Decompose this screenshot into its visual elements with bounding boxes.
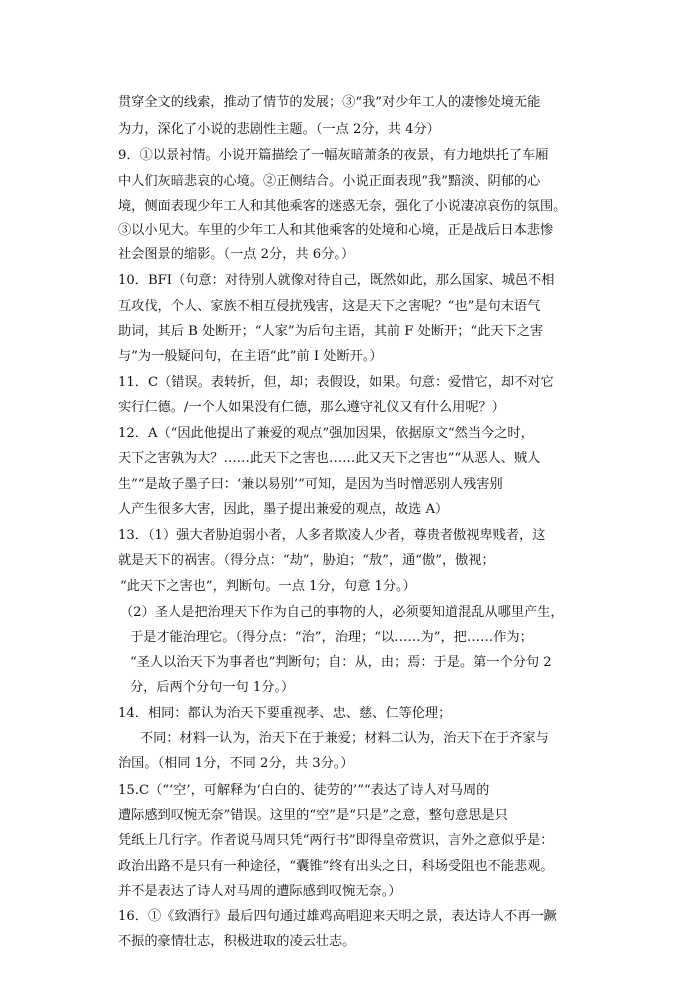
text-line: 互攻伐，个人、家族不相互侵扰残害，这是天下之害呢？“也”是句末语气 [118,299,541,314]
text-line: 13．（1）强大者胁迫弱小者，人多者欺凌人少者，尊贵者傲视卑贱者，这 [118,528,546,543]
text-line: 不振的豪情壮志，积极进取的凌云壮志。 [118,934,356,949]
text-line: 助词，其后 B 处断开；“人家”为后句主语，其前 F 处断开；“此天下之害 [118,324,544,339]
text-line: 凭纸上几行字。作者说马周只凭“两行书”即得皇帝赏识，言外之意似乎是： [118,833,554,848]
text-line: 分，后两个分句一句 1分。） [130,680,295,695]
text-line: “此天下之害也”，判断句。一点 1分，句意 1分。） [120,579,416,594]
text-line: 就是天下的祸害。（得分点：“劫”，胁迫；“敖”，通“傲”，傲视； [118,553,495,568]
text-line: ③以小见大。车里的少年工人和其他乘客的处境和心境，正是战后日本悲惨 [118,223,554,238]
text-line: 11．C（错误。表转折，但，却；表假设，如果。句意：爱惜它，却不对它 [118,375,554,390]
text-line: 与”为一般疑问句，在主语“此”前 I 处断开。） [118,349,383,364]
text-line: 境，侧面表现少年工人和其他乘客的迷惑无奈，强化了小说凄凉哀伤的氛围。 [118,199,567,214]
text-line: 12．A（“因此他提出了兼爱的观点”强加因果，依据原文“然当今之时， [118,426,534,441]
text-line: 社会图景的缩影。（一点 2分，共 6分。） [118,247,355,262]
text-line: 贯穿全文的线索，推动了情节的发展；③“我”对少年工人的凄惨处境无能 [118,95,541,110]
text-line: 天下之害孰为大？……此天下之害也……此又天下之害也”“从恶人、贼人 [118,451,541,466]
text-line: 于是才能治理它。（得分点：“治”，治理；“以……为”，把……作为； [130,630,533,645]
text-line: 15.C（“‘空’，可解释为‘白白的、徒劳的’”“表达了诗人对马周的 [118,783,490,798]
text-line: 不同：材料一认为，治天下在于兼爱；材料二认为，治天下在于齐家与 [140,731,549,746]
text-line: 16．①《致酒行》最后四句通过雄鸡高唱迎来天明之景，表达诗人不再一蹶 [118,909,557,924]
text-line: 治国。（相同 1分，不同 2分，共 3分。） [118,756,354,771]
text-line: “圣人以治天下为事者也”判断句；自：从，由；焉：于是。第一个分句 2 [130,655,552,670]
text-line: 生”“是故子墨子曰：‘兼以易别’”可知，是因为当时憎恶别人残害别 [118,477,503,492]
text-line: 中人们灰暗悲哀的心境。②正侧结合。小说正面表现“我”黯淡、阴郁的心 [118,174,541,189]
text-line: 10．BFI（句意：对待别人就像对待自己，既然如此，那么国家、城邑不相 [118,273,555,288]
text-line: 人产生很多大害，因此，墨子提出兼爱的观点，故选 A） [118,502,449,517]
text-line: 实行仁德。/一个人如果没有仁德，那么遵守礼仪又有什么用呢？） [118,400,505,415]
text-line: （2）圣人是把治理天下作为自己的事物的人，必须要知道混乱从哪里产生， [120,605,564,620]
text-line: 为力，深化了小说的悲剧性主题。（一点 2分，共 4分） [118,122,440,137]
text-line: 政治出路不是只有一种途径，“囊锥”终有出头之日，科场受阻也不能悲观。 [118,859,554,874]
text-line: 并不是表达了诗人对马周的遭际感到叹惋无奈。） [118,884,402,899]
text-line: 14．相同：都认为治天下要重视孝、忠、慈、仁等伦理； [118,706,452,721]
text-line: 9．①以景衬情。小说开篇描绘了一幅灰暗萧条的夜景，有力地烘托了车厢 [118,148,549,163]
text-line: 遭际感到叹惋无奈”错误。这里的“空”是“只是”之意，整句意思是只 [118,808,508,823]
